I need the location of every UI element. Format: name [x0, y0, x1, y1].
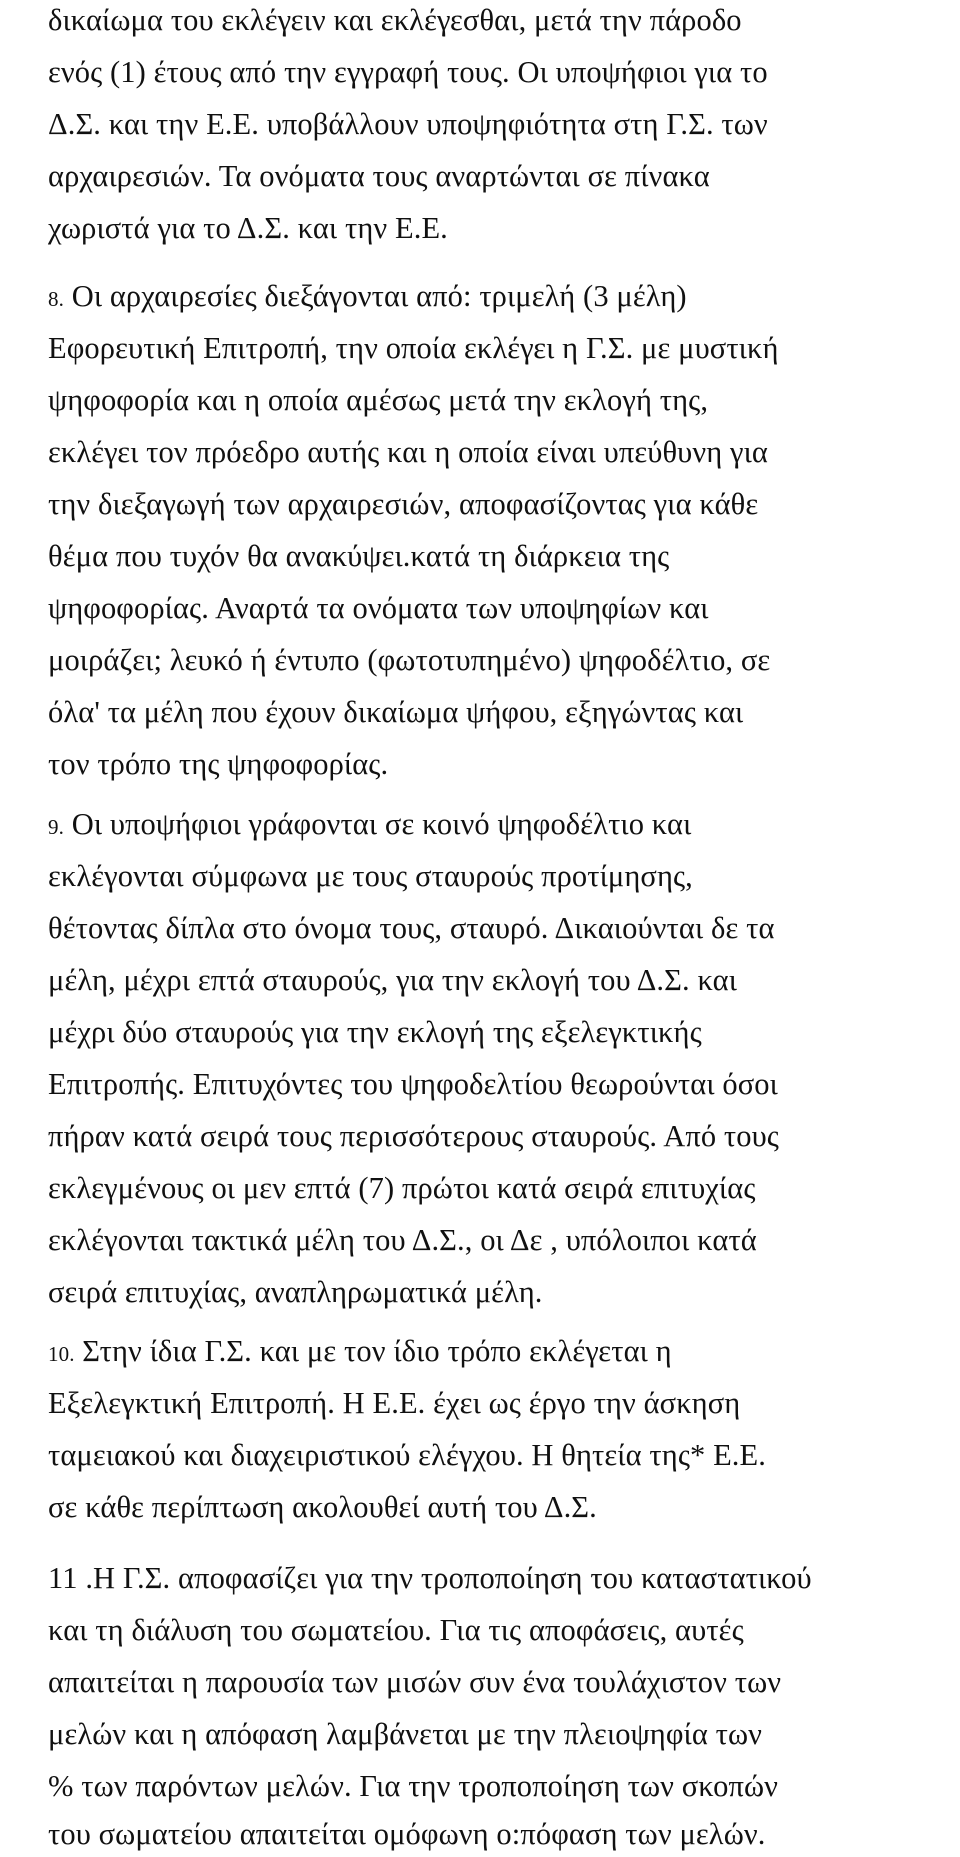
- text-line: εκλέγει τον πρόεδρο αυτής και η οποία είναι υπεύθυνη για: [48, 435, 768, 469]
- text-line: ταμειακού και διαχειριστικού ελέγχου. Η θητεία της* Ε.Ε.: [48, 1438, 766, 1472]
- text-line: απαιτείται η παρουσία των μισών συν ένα τουλάχιστον των: [48, 1665, 782, 1699]
- text-line: του σωματείου απαιτείται ομόφωνη ο:πόφαση των μελών.: [48, 1817, 766, 1851]
- text-line: και τη διάλυση του σωματείου. Για τις αποφάσεις, αυτές: [48, 1613, 744, 1647]
- item-number: 10.: [48, 1342, 75, 1366]
- item-10-first-line: [48, 1331, 672, 1374]
- text-line: εκλέγονται τακτικά μέλη του Δ.Σ., οι Δε , υπόλοιποι κατά: [48, 1223, 757, 1257]
- text-line: θέτοντας δίπλα στο όνομα τους, σταυρό. Δικαιούνται δε τα: [48, 911, 775, 945]
- item-9-first-line: [48, 804, 691, 847]
- text-line: τον τρόπο της ψηφοφορίας.: [48, 747, 389, 781]
- text-line: θέμα που τυχόν θα ανακύψει.κατά τη διάρκεια της: [48, 539, 670, 573]
- item-8-first-line: [48, 276, 687, 319]
- text-line: την διεξαγωγή των αρχαιρεσιών, αποφασίζοντας για κάθε: [48, 487, 759, 521]
- text-line: μέλη, μέχρι επτά σταυρούς, για την εκλογή του Δ.Σ. και: [48, 963, 738, 997]
- text-line: Δ.Σ. και την Ε.Ε. υποβάλλουν υποψηφιότητα στη Γ.Σ. των: [48, 107, 768, 141]
- text-line: % των παρόντων μελών. Για την τροποποίηση των σκοπών: [48, 1769, 779, 1803]
- text-line: εκλέγονται σύμφωνα με τους σταυρούς προτίμησης,: [48, 859, 693, 893]
- item-number: 9.: [48, 815, 64, 839]
- text-line: ψηφοφορίας. Αναρτά τα ονόματα των υποψηφίων και: [48, 591, 709, 625]
- text-line: σε κάθε περίπτωση ακολουθεί αυτή του Δ.Σ.: [48, 1490, 597, 1524]
- text-line: όλα' τα μέλη που έχουν δικαίωμα ψήφου, εξηγώντας και: [48, 695, 744, 729]
- text-line: αρχαιρεσιών. Τα ονόματα τους αναρτώνται σε πίνακα: [48, 159, 710, 193]
- text-line: σειρά επιτυχίας, αναπληρωματικά μέλη.: [48, 1275, 543, 1309]
- item-11-first-line: [48, 1558, 812, 1598]
- text-line: μοιράζει; λευκό ή έντυπο (φωτοτυπημένο) ψηφοδέλτιο, σε: [48, 643, 771, 677]
- text-line: Εφορευτική Επιτροπή, την οποία εκλέγει η Γ.Σ. με μυστική: [48, 331, 779, 365]
- text-line: Επιτροπής. Επιτυχόντες του ψηφοδελτίου θεωρούνται όσοι: [48, 1067, 778, 1101]
- text-line: Εξελεγκτική Επιτροπή. Η Ε.Ε. έχει ως έργο την άσκηση: [48, 1386, 741, 1420]
- item-8-text: Οι αρχαιρεσίες διεξάγονται από: τριμελή (3 μέλη): [71, 279, 687, 313]
- item-11-text: .Η Γ.Σ. αποφασίζει για την τροποποίηση του καταστατικού: [85, 1561, 812, 1595]
- item-10-text: Στην ίδια Γ.Σ. και με τον ίδιο τρόπο εκλέγεται η: [82, 1334, 672, 1368]
- text-line: πήραν κατά σειρά τους περισσότερους σταυρούς. Από τους: [48, 1119, 779, 1153]
- text-line: ενός (1) έτους από την εγγραφή τους. Οι υποψήφιοι για το: [48, 55, 768, 89]
- item-9-text: Οι υποψήφιοι γράφονται σε κοινό ψηφοδέλτιο και: [71, 807, 692, 841]
- text-line: ψηφοφορία και η οποία αμέσως μετά την εκλογή της,: [48, 383, 709, 417]
- item-number: 11: [48, 1561, 78, 1595]
- item-number: 8.: [48, 287, 64, 311]
- text-line: μελών και η απόφαση λαμβάνεται με την πλειοψηφία των: [48, 1717, 763, 1751]
- text-line: χωριστά για το Δ.Σ. και την Ε.Ε.: [48, 211, 448, 245]
- text-line: δικαίωμα του εκλέγειν και εκλέγεσθαι, μετά την πάροδο: [48, 3, 742, 37]
- text-line: μέχρι δύο σταυρούς για την εκλογή της εξελεγκτικής: [48, 1015, 702, 1049]
- text-line: εκλεγμένους οι μεν επτά (7) πρώτοι κατά σειρά επιτυχίας: [48, 1171, 756, 1205]
